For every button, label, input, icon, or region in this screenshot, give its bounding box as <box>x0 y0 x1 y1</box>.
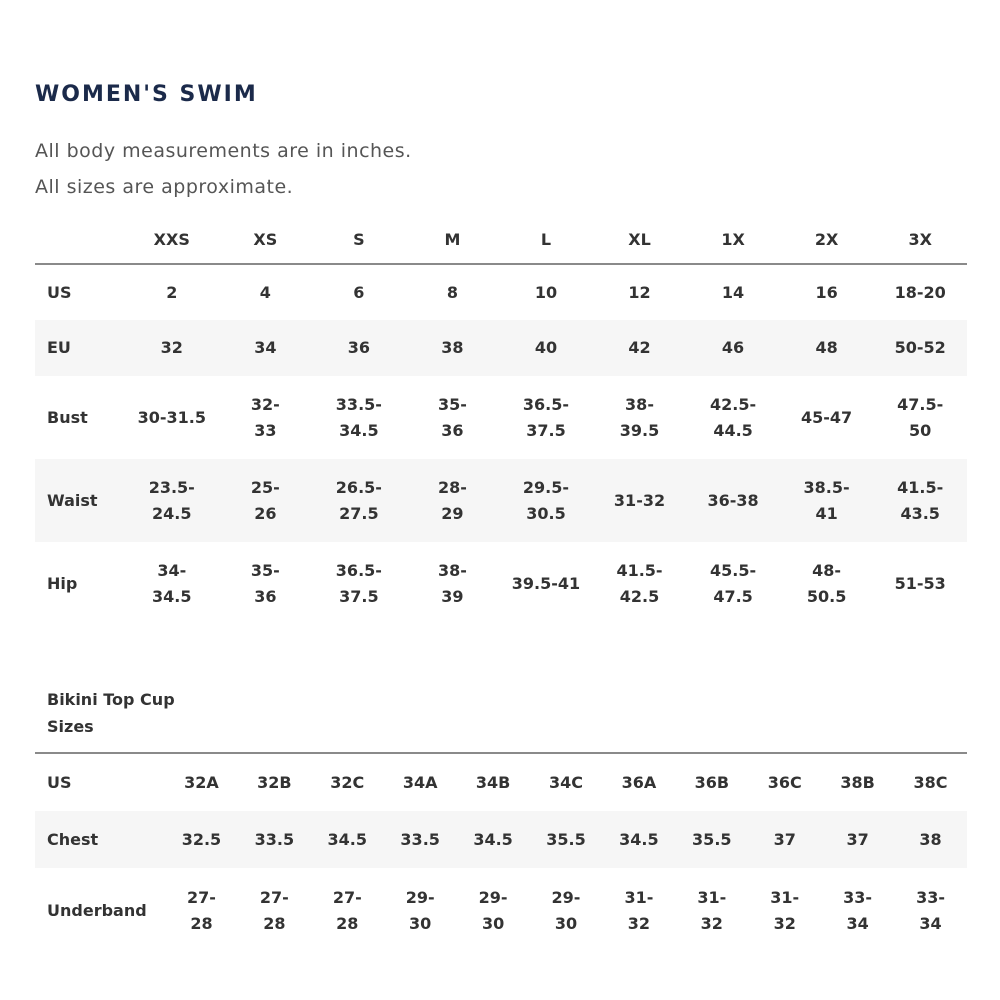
table-cell: 34.5 <box>602 811 675 868</box>
table-cell: 36A <box>621 772 657 792</box>
table-cell: 40 <box>499 320 593 376</box>
table-cell: 30-31.5 <box>137 407 206 427</box>
size-header-row <box>35 216 967 264</box>
table-cell: 37 <box>821 811 894 868</box>
table-cell: 38 <box>406 320 500 376</box>
table-cell: 28- 29 <box>406 459 500 542</box>
size-row-bust <box>35 376 967 459</box>
table-cell: 32C <box>330 772 365 792</box>
table-cell: 27- 28 <box>332 888 362 933</box>
size-header: XS <box>219 216 313 264</box>
table-cell: 31- 32 <box>770 888 800 933</box>
cup-row-chest <box>35 811 967 868</box>
table-cell: 36.5- 37.5 <box>522 394 570 440</box>
table-cell: 32 <box>125 320 219 376</box>
size-row-waist <box>35 459 967 542</box>
table-cell: 35- 36 <box>250 560 280 606</box>
table-cell: 34.5 <box>457 811 530 868</box>
table-cell: 38- 39 <box>437 560 467 606</box>
table-cell: 32- 33 <box>250 394 280 440</box>
cup-sizes-heading-text: Bikini Top Cup Sizes <box>47 690 175 736</box>
cup-row-underband <box>35 868 967 954</box>
size-header: 1X <box>686 216 780 264</box>
table-cell: 36.5- 37.5 <box>335 560 382 606</box>
size-header: S <box>312 216 406 264</box>
table-cell: 32.5 <box>165 811 238 868</box>
size-row-eu <box>35 320 967 376</box>
size-header: XXS <box>125 216 219 264</box>
table-cell: 50-52 <box>873 320 967 376</box>
table-cell: 32B <box>257 772 292 792</box>
table-cell: 23.5- 24.5 <box>125 459 219 542</box>
table-cell: 4 <box>259 282 271 302</box>
table-cell: 27- 28 <box>259 888 289 933</box>
table-cell: 39.5-41 <box>511 573 581 593</box>
table-cell: 34 <box>219 320 313 376</box>
table-cell: 31- 32 <box>624 888 654 933</box>
size-header: L <box>499 216 593 264</box>
table-cell: 38- 39.5 <box>619 394 660 440</box>
table-cell: 14 <box>721 282 745 302</box>
table-cell: 34A <box>402 772 438 792</box>
table-cell: 36B <box>694 772 730 792</box>
table-cell: 31- 32 <box>697 888 727 933</box>
table-cell: 32A <box>184 772 219 792</box>
table-cell: 33- 34 <box>843 888 873 933</box>
cup-row-us <box>35 754 967 811</box>
table-cell: 26.5- 27.5 <box>312 459 406 542</box>
table-cell: 16 <box>815 282 838 302</box>
approximate-note: All sizes are approximate. <box>35 176 294 198</box>
size-row-us <box>35 264 967 320</box>
table-cell: 33- 34 <box>916 888 945 933</box>
header-empty-cell <box>35 216 125 264</box>
table-cell: 51-53 <box>894 573 946 593</box>
table-cell: 35- 36 <box>437 394 467 440</box>
table-cell: 34- 34.5 <box>152 560 192 606</box>
table-cell: 31-32 <box>593 459 687 542</box>
table-cell: 6 <box>353 282 365 302</box>
table-cell: 35.5 <box>530 811 603 868</box>
table-cell: 47.5- 50 <box>897 394 944 440</box>
table-cell: 36-38 <box>686 459 780 542</box>
table-cell: 25- 26 <box>219 459 313 542</box>
table-cell: 45.5- 47.5 <box>709 560 757 606</box>
row-label: Waist <box>35 459 125 542</box>
row-label: Hip <box>47 573 78 593</box>
table-cell: 2 <box>166 282 178 302</box>
table-cell: 42 <box>593 320 687 376</box>
size-row-hip <box>35 542 967 625</box>
table-cell: 41.5- 43.5 <box>873 459 967 542</box>
table-cell: 36 <box>312 320 406 376</box>
table-cell: 27- 28 <box>187 888 216 933</box>
row-label: EU <box>35 320 125 376</box>
table-cell: 45-47 <box>801 407 853 427</box>
table-cell: 42.5- 44.5 <box>709 394 757 440</box>
table-cell: 38 <box>894 811 967 868</box>
table-cell: 34B <box>475 772 511 792</box>
table-cell: 33.5 <box>238 811 311 868</box>
table-cell: 48- 50.5 <box>806 560 847 606</box>
row-label: US <box>47 282 72 302</box>
table-cell: 48 <box>780 320 874 376</box>
row-label: Chest <box>35 811 165 868</box>
table-cell: 36C <box>767 772 802 792</box>
table-cell: 12 <box>628 282 651 302</box>
cup-sizes-heading <box>47 686 207 740</box>
row-label: Bust <box>47 407 88 427</box>
table-cell: 41.5- 42.5 <box>616 560 663 606</box>
table-cell: 29- 30 <box>478 888 508 933</box>
table-cell: 46 <box>686 320 780 376</box>
table-cell: 38C <box>913 772 948 792</box>
row-label: US <box>47 772 72 792</box>
size-header: 2X <box>780 216 874 264</box>
table-cell: 29- 30 <box>405 888 435 933</box>
size-header: M <box>406 216 500 264</box>
table-cell: 29.5- 30.5 <box>499 459 593 542</box>
size-chart-table <box>35 216 967 625</box>
table-cell: 18-20 <box>894 282 946 302</box>
page-title: WOMEN'S SWIM <box>35 82 258 107</box>
table-cell: 33.5 <box>384 811 457 868</box>
measurement-note: All body measurements are in inches. <box>35 140 412 162</box>
table-cell: 38.5- 41 <box>780 459 874 542</box>
table-cell: 8 <box>446 282 458 302</box>
table-cell: 10 <box>534 282 558 302</box>
table-cell: 35.5 <box>675 811 748 868</box>
table-cell: 33.5- 34.5 <box>335 394 382 440</box>
table-cell: 34C <box>548 772 583 792</box>
row-label: Underband <box>47 901 147 920</box>
table-cell: 34.5 <box>311 811 384 868</box>
table-cell: 37 <box>748 811 821 868</box>
size-header: 3X <box>873 216 967 264</box>
table-cell: 38B <box>840 772 875 792</box>
size-header: XL <box>593 216 687 264</box>
cup-size-table <box>35 754 967 954</box>
table-cell: 29- 30 <box>551 888 581 933</box>
